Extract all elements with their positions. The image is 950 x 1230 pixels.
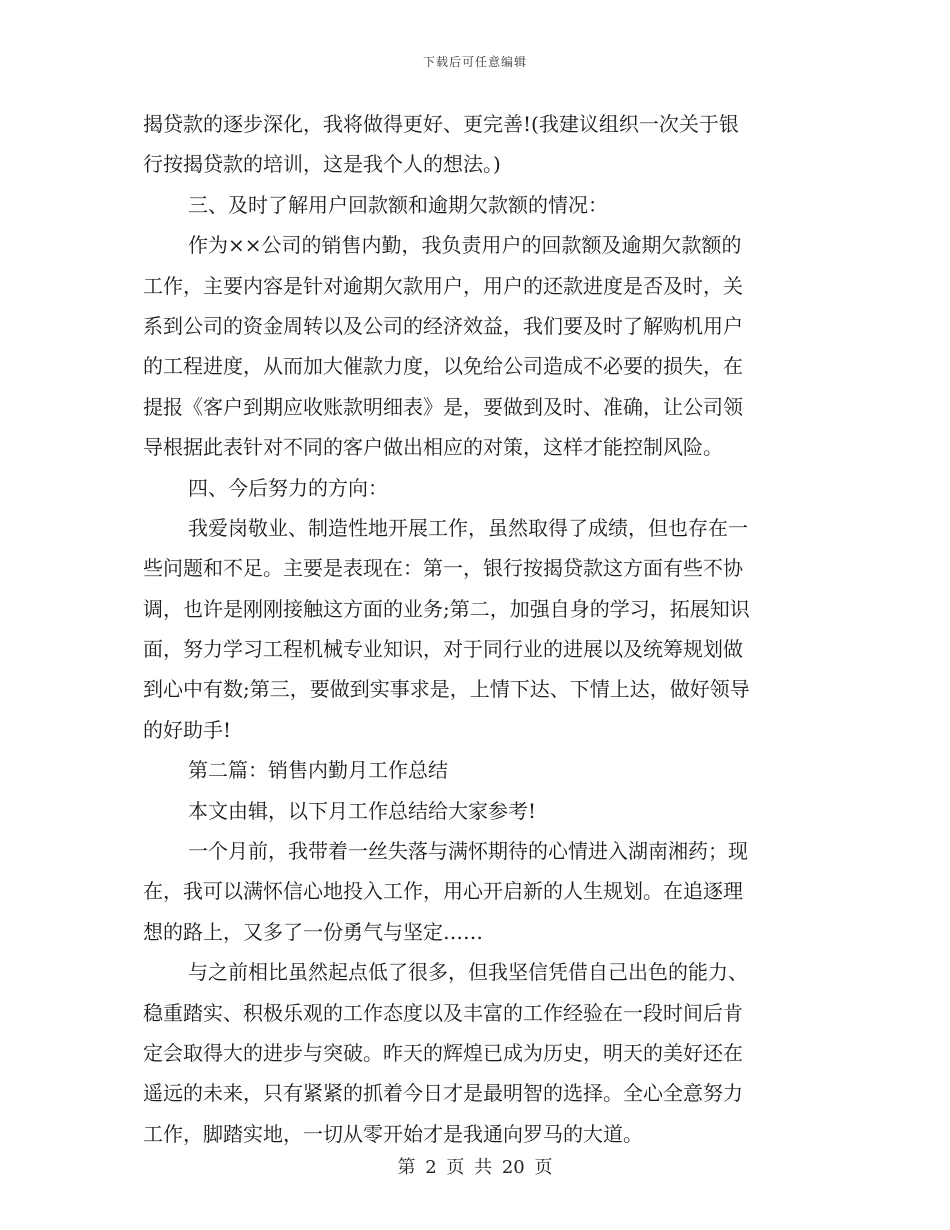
text-line: 揭贷款的逐步深化，我将做得更好、更完善!(我建议组织一次关于银 xyxy=(143,112,739,136)
text-line: 本文由辑，以下月工作总结给大家参考! xyxy=(188,798,537,823)
text-line: 一个月前，我带着一丝失落与满怀期待的心情进入湖南湘药；现 xyxy=(188,839,748,864)
text-line: 作为××公司的销售内勤，我负责用户的回款额及逾期欠款额的 xyxy=(188,233,742,258)
text-line: 调，也许是刚刚接触这方面的业务;第二，加强自身的学习，拓展知识 xyxy=(143,596,750,621)
page-number: 第 2 页 共 20 页 xyxy=(397,1157,553,1178)
text-line: 与之前相比虽然起点低了很多，但我坚信凭借自己出色的能力、 xyxy=(188,960,748,985)
text-line: 遥远的未来，只有紧紧的抓着今日才是最明智的选择。全心全意努力 xyxy=(143,1081,743,1106)
text-line: 些问题和不足。主要是表现在：第一，银行按揭贷款这方面有些不协 xyxy=(143,556,743,581)
section-heading: 四、今后努力的方向： xyxy=(188,475,388,500)
text-line: 到心中有数;第三，要做到实事求是，上情下达、下情上达，做好领导 xyxy=(143,677,750,702)
text-line: 的工程进度，从而加大催款力度，以免给公司造成不必要的损失，在 xyxy=(143,354,743,379)
text-line: 行按揭贷款的培训，这是我个人的想法。) xyxy=(143,152,501,177)
text-line: 工作，脚踏实地，一切从零开始才是我通向罗马的大道。 xyxy=(143,1121,643,1146)
text-line: 想的路上，又多了一份勇气与坚定…… xyxy=(143,919,483,944)
page-header-note: 下载后可任意编辑 xyxy=(422,55,527,69)
text-line: 提报《客户到期应收账款明细表》是，要做到及时、准确，让公司领 xyxy=(143,394,743,419)
text-line: 导根据此表针对不同的客户做出相应的对策，这样才能控制风险。 xyxy=(143,435,723,460)
document-body xyxy=(143,104,807,1154)
text-line: 我爱岗敬业、制造性地开展工作，虽然取得了成绩，但也存在一 xyxy=(188,515,748,540)
section-title: 第二篇：销售内勤月工作总结 xyxy=(188,758,448,783)
text-line: 定会取得大的进步与突破。昨天的辉煌已成为历史，明天的美好还在 xyxy=(143,1040,743,1065)
text-line: 在，我可以满怀信心地投入工作，用心开启新的人生规划。在追逐理 xyxy=(143,879,743,904)
text-line: 工作，主要内容是针对逾期欠款用户，用户的还款进度是否及时，关 xyxy=(143,273,743,298)
section-heading: 三、及时了解用户回款额和逾期欠款额的情况： xyxy=(188,192,608,217)
text-line: 的好助手! xyxy=(143,717,232,742)
text-line: 稳重踏实、积极乐观的工作态度以及丰富的工作经验在一段时间后肯 xyxy=(143,1000,743,1025)
text-line: 面，努力学习工程机械专业知识，对于同行业的进展以及统筹规划做 xyxy=(143,637,743,662)
text-line: 系到公司的资金周转以及公司的经济效益，我们要及时了解购机用户 xyxy=(143,313,743,338)
